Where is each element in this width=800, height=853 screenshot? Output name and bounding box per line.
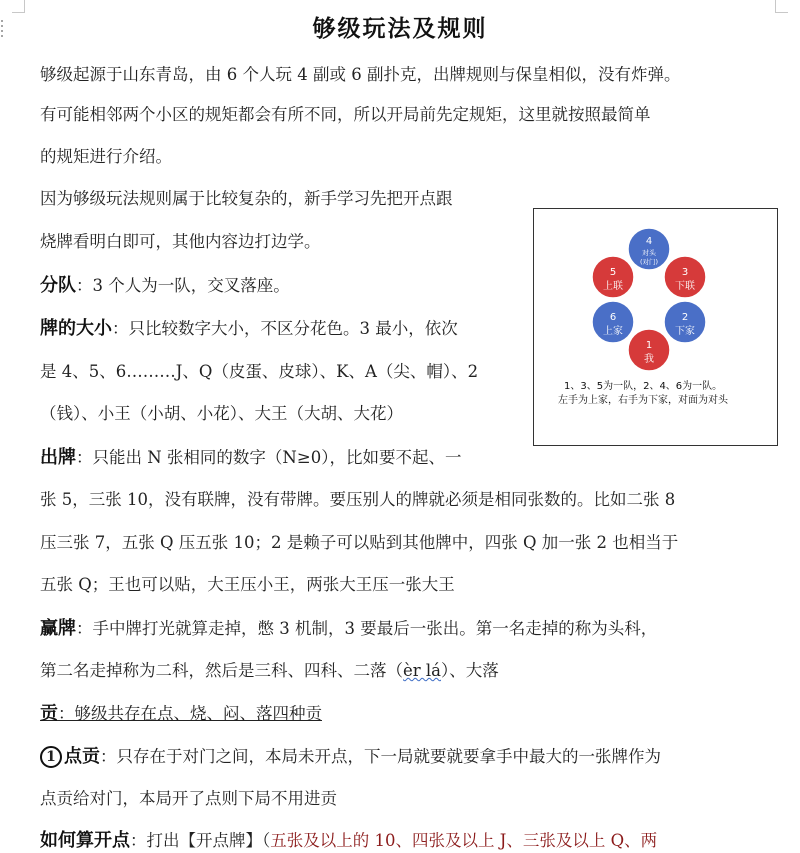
svg-text:下家: 下家: [675, 326, 695, 337]
svg-text:6: 6: [609, 312, 617, 323]
seat-3: [664, 256, 706, 298]
intro-line-5: 烧牌看明白即可，其他内容边打边学。: [40, 232, 321, 251]
play-text-1: ：只能出 N 张相同的数字（N≥0），比如要不起、一: [76, 448, 462, 467]
open-label: 如何算开点: [40, 830, 130, 851]
win-line-2: 第二名走掉称为二科，然后是三科、四科、二落（èr lá）、大落: [40, 661, 499, 680]
svg-text:我: 我: [644, 354, 654, 365]
seat-2: [664, 301, 706, 343]
intro-line-4: 因为够级玩法规则属于比较复杂的，新手学习先把开点跟: [40, 189, 453, 208]
play-line-3: 压三张 7，五张 Q 压五张 10；2 是赖子可以贴到其他牌中，四张 Q 加一张 2 也相当于: [40, 533, 679, 552]
tribute-label: 贡: [40, 703, 58, 724]
pinyin-spell-mark: èr lá: [403, 661, 442, 680]
intro-line-1: 够级起源于山东青岛，由 6 个人玩 4 副或 6 副扑克，出牌规则与保皇相似，没有炸弹。: [40, 65, 681, 84]
dian-label: 点贡: [64, 746, 100, 767]
seat-6: [592, 301, 634, 343]
play-paragraph: [40, 447, 461, 469]
diagram-caption-2: 左手为上家，右手为下家，对面为对头: [558, 395, 728, 406]
rank-line-3: （钱）、小王（小胡、小花）、大王（大胡、大花）: [40, 404, 403, 423]
svg-text:(对门): (对门): [639, 258, 659, 266]
play-line-4: 五张 Q；王也可以贴，大王压小王，两张大王压一张大王: [40, 575, 455, 594]
seat-1: [628, 329, 670, 371]
seating-diagram: [533, 208, 778, 446]
tribute-text: ：够级共存在点、烧、闷、落四种贡: [58, 704, 322, 723]
team-paragraph: [40, 275, 290, 297]
diagram-caption-1: 1、3、5为一队，2、4、6为一队。: [564, 381, 723, 392]
tribute-paragraph: [40, 703, 322, 725]
seat-5: [592, 256, 634, 298]
team-label: 分队: [40, 275, 76, 296]
svg-text:对头: 对头: [642, 249, 656, 257]
rank-text-1: ：只比较数字大小，不区分花色。3 最小，依次: [112, 319, 458, 338]
win-paragraph: [40, 618, 657, 640]
win-label: 赢牌: [40, 618, 76, 639]
team-text: ：3 个人为一队，交叉落座。: [76, 276, 290, 295]
seat-4: [628, 228, 670, 270]
open-text-a: ：打出【开点牌】（: [130, 831, 271, 850]
open-text-b: 五张及以上的 10、四张及以上 J、三张及以上 Q、两: [270, 831, 658, 850]
rank-paragraph: [40, 318, 458, 340]
svg-text:下联: 下联: [675, 281, 695, 292]
svg-text:2: 2: [681, 312, 689, 323]
win-text-1: ：手中牌打光就算走掉，憋 3 机制，3 要最后一张出。第一名走掉的称为头科，: [76, 619, 658, 638]
svg-text:5: 5: [609, 267, 617, 278]
svg-text:上联: 上联: [603, 281, 623, 292]
dian-line-2: 点贡给对门，本局开了点则下局不用进贡: [40, 789, 337, 808]
svg-text:上家: 上家: [603, 326, 623, 337]
intro-line-3: 的规矩进行介绍。: [40, 147, 172, 166]
svg-text:1: 1: [645, 340, 653, 351]
rank-line-2: 是 4、5、6………J、Q（皮蛋、皮球）、K、A（尖、帽）、2: [40, 362, 479, 381]
dian-paragraph: [40, 746, 661, 768]
open-paragraph: [40, 830, 657, 852]
seating-diagram-svg: [534, 209, 777, 445]
svg-text:4: 4: [645, 236, 653, 247]
play-line-2: 张 5，三张 10，没有联牌，没有带牌。要压别人的牌就必须是相同张数的。比如二张 8: [40, 490, 676, 509]
intro-line-2: 有可能相邻两个小区的规矩都会有所不同，所以开局前先定规矩，这里就按照最简单: [40, 105, 651, 124]
rank-label: 牌的大小: [40, 318, 112, 339]
page-title: 够级玩法及规则: [312, 15, 488, 42]
dian-text-1: ：只存在于对门之间，本局未开点，下一局就要就要拿手中最大的一张牌作为: [100, 747, 661, 766]
play-label: 出牌: [40, 447, 76, 468]
circled-number-one-icon: 1: [40, 746, 62, 768]
svg-text:3: 3: [681, 267, 689, 278]
